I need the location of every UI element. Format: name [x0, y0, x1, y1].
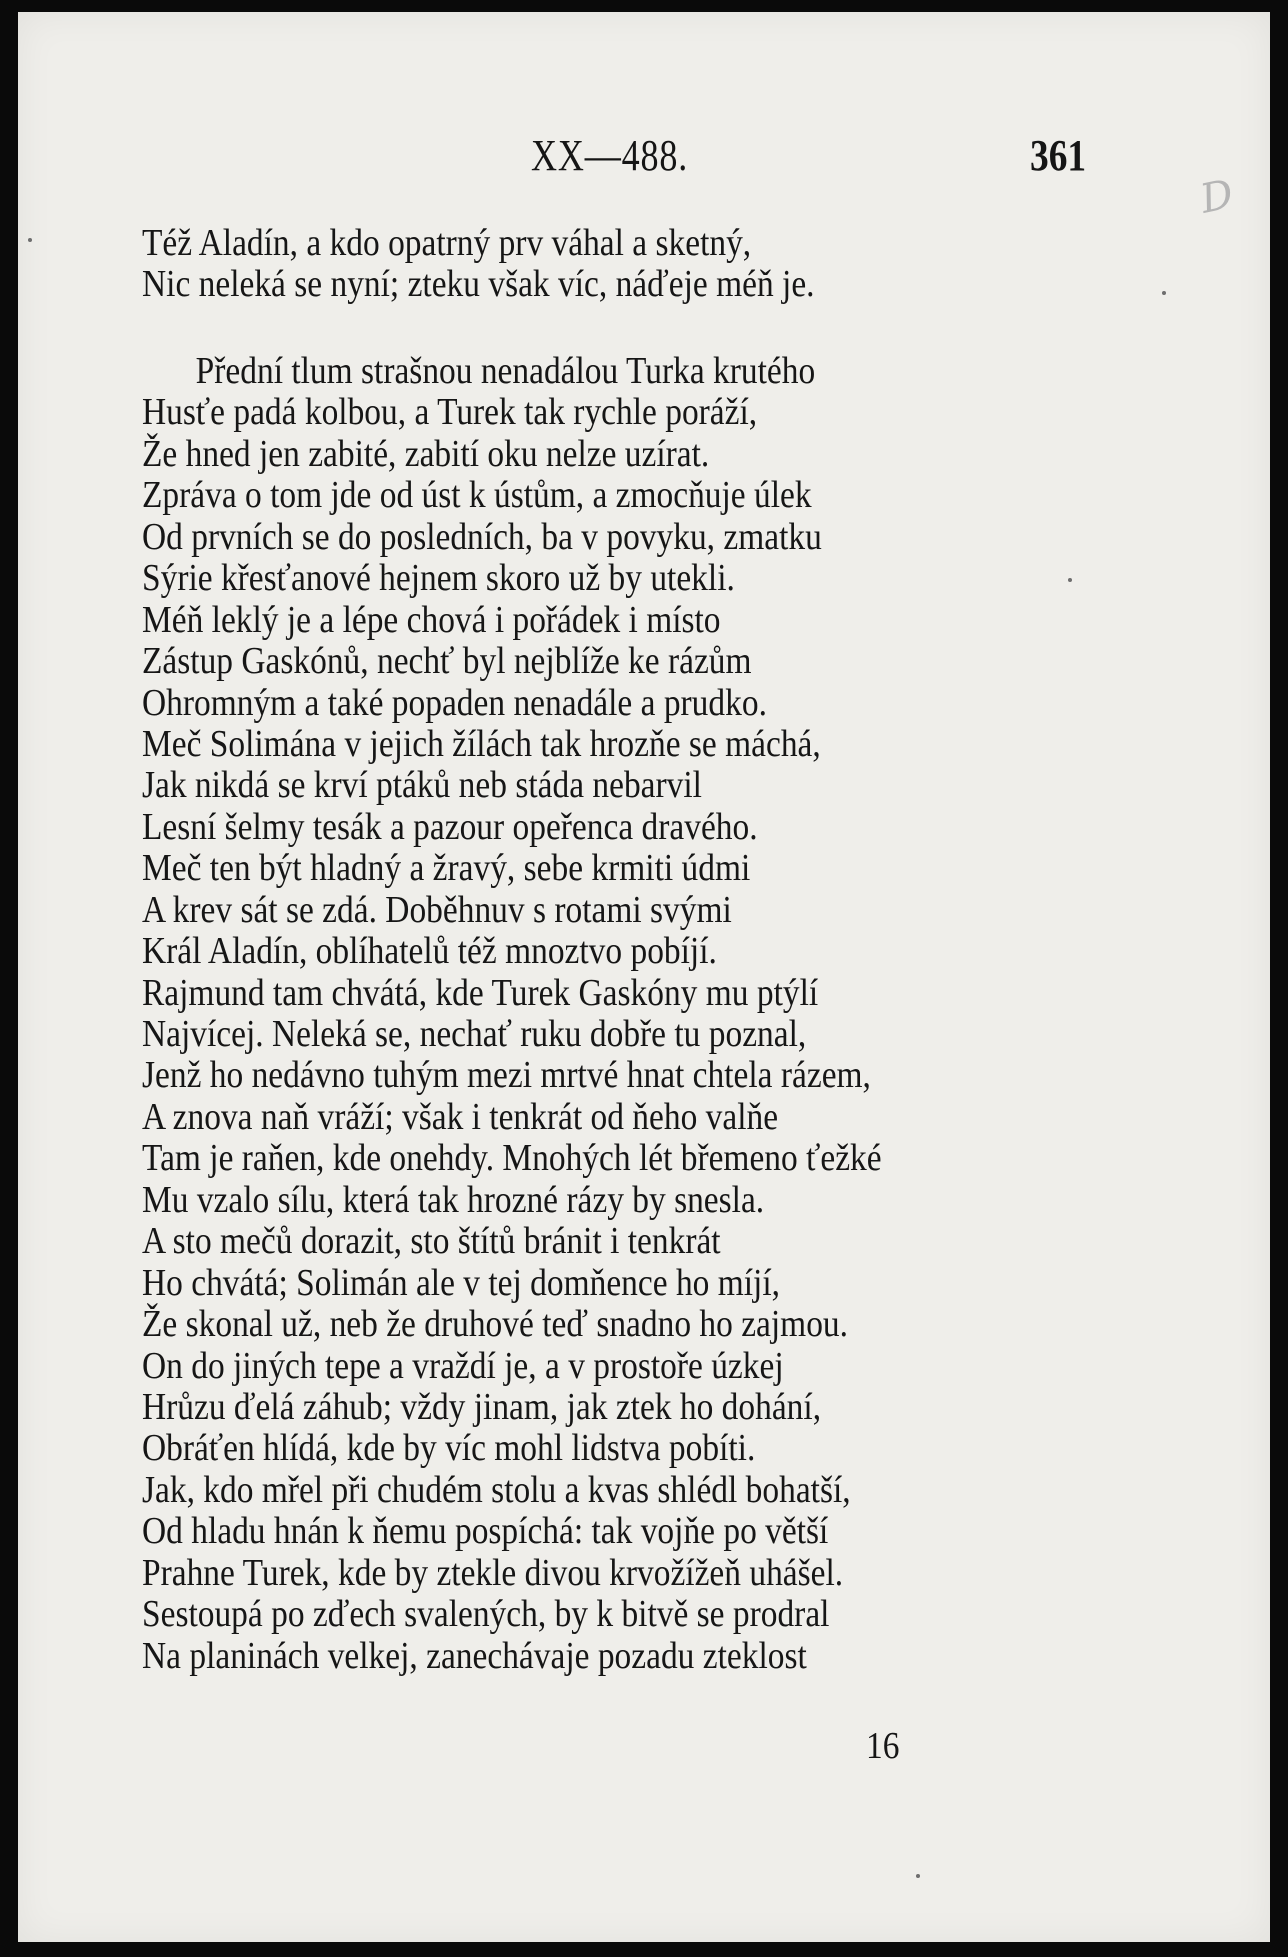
verse-line: Husťe padá kolbou, a Turek tak rychle poráží, — [142, 391, 758, 434]
stanza-1 — [142, 223, 906, 306]
book-page — [18, 12, 1270, 1942]
verse-line: Ho chvátá; Solimán ale v tej domňence ho míjí, — [142, 1261, 780, 1304]
verse-line: Meč Solimána v jejich žílách tak hrozňe se máchá, — [142, 722, 821, 765]
verse-line: On do jiných tepe a vraždí je, a v prostoře úzkej — [142, 1344, 784, 1387]
verse-line: Jak, kdo mřel při chudém stolu a kvas shlédl bohatší, — [142, 1468, 851, 1511]
verse-line: Jak nikdá se krví ptáků neb stáda nebarvil — [142, 764, 702, 807]
verse-line: Nic neleká se nyní; zteku však víc, náďeje méň je. — [142, 263, 815, 306]
verse-line: Rajmund tam chvátá, kde Turek Gaskóny mu ptýlí — [142, 971, 819, 1014]
verse-line: Tam je raňen, kde onehdy. Mnohých lét břemeno ťežké — [142, 1137, 882, 1180]
verse-line: Sýrie křesťanové hejnem skoro už by utekli. — [142, 557, 735, 600]
signature-mark: 16 — [866, 1725, 900, 1767]
verse-line: A sto mečů dorazit, sto štítů bránit i tenkrát — [142, 1220, 721, 1263]
verse-line: Ohromným a také popaden nenadále a prudko. — [142, 681, 767, 724]
running-header — [18, 130, 1270, 190]
verse-line: Prahne Turek, kde by ztekle divou krvožížeň uhášel. — [142, 1551, 844, 1594]
paper-speck — [1162, 291, 1166, 295]
verse-line: Na planinách velkej, zanechávaje pozadu zteklost — [142, 1634, 807, 1677]
verse-line: Zpráva o tom jde od úst k ústům, a zmocňuje úlek — [142, 474, 812, 517]
verse-line: A znova naň vráží; však i tenkrát od ňeho valňe — [142, 1095, 779, 1138]
verse-line: Že skonal už, neb že druhové teď snadno ho zajmou. — [142, 1303, 849, 1346]
paper-speck — [916, 1874, 920, 1878]
verse-line: Meč ten být hladný a žravý, sebe krmiti údmi — [142, 847, 751, 890]
verse-line: Sestoupá po zďech svalených, by k bitvě se prodral — [142, 1593, 830, 1636]
verse-line: Lesní šelmy tesák a pazour opeřenca dravého. — [142, 805, 758, 848]
verse-line: Král Aladín, oblíhatelů též mnoztvo pobíjí. — [142, 930, 717, 973]
paper-speck — [1068, 578, 1072, 582]
verse-line: Mu vzalo sílu, která tak hrozné rázy by snesla. — [142, 1178, 765, 1221]
header-title: XX—488. — [531, 131, 689, 180]
verse-line: Od prvních se do posledních, ba v povyku, zmatku — [142, 515, 822, 558]
verse-line: Též Aladín, a kdo opatrný prv váhal a sketný, — [142, 222, 752, 264]
verse-line: Obráťen hlídá, kde by víc mohl lidstva pobíti. — [142, 1427, 756, 1470]
margin-note: D — [1196, 171, 1238, 223]
verse-line: Najvícej. Neleká se, nechať ruku dobře tu poznal, — [142, 1013, 807, 1055]
verse-line: Zástup Gaskónů, nechť byl nejblíže ke rázům — [142, 640, 752, 683]
stanza-2 — [142, 351, 982, 1677]
verse-line: Od hladu hnán k ňemu pospíchá: tak vojňe po větší — [142, 1510, 829, 1553]
verse-line: A krev sát se zdá. Doběhnuv s rotami svými — [142, 888, 732, 931]
verse-line: Že hned jen zabité, zabití oku nelze uzírat. — [142, 432, 710, 475]
page-number: 361 — [1030, 131, 1087, 180]
verse-line: Jenž ho nedávno tuhým mezi mrtvé hnat chtela rázem, — [142, 1054, 871, 1097]
verse-line: Méň leklý je a lépe chová i pořádek i místo — [142, 598, 721, 641]
paper-speck — [28, 238, 32, 242]
verse-line: Hrůzu ďelá záhub; vždy jinam, jak ztek ho dohání, — [142, 1385, 822, 1428]
verse-line: Přední tlum strašnou nenadálou Turka krutého — [195, 350, 816, 392]
